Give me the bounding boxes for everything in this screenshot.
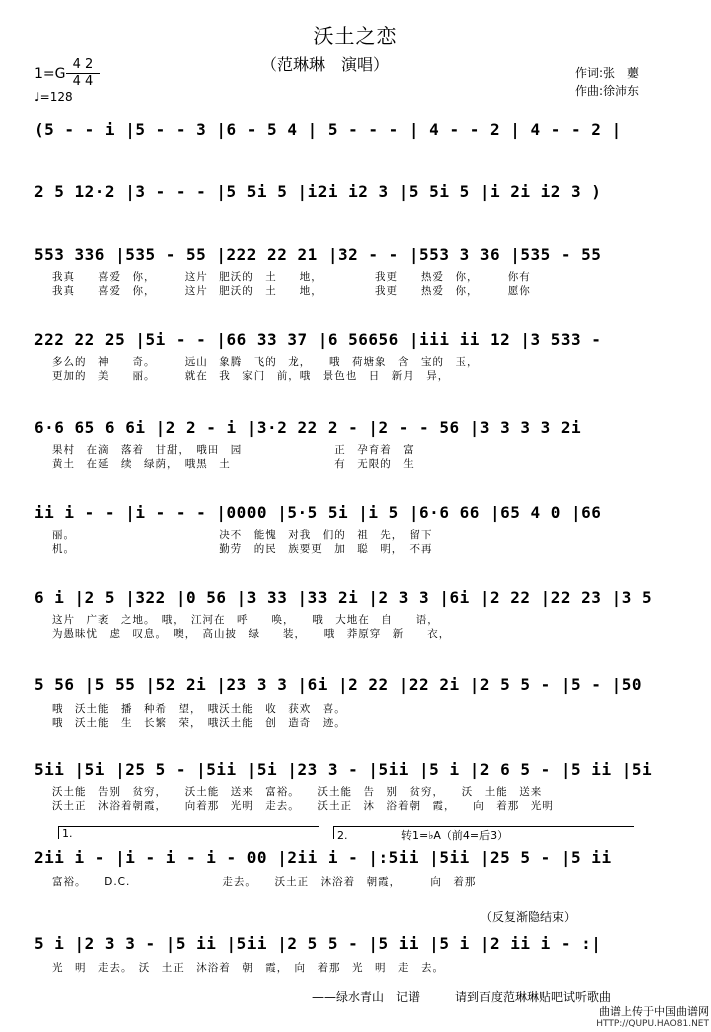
lyricist-credit: 作词:张 蘡 xyxy=(575,66,640,80)
listen-note: 请到百度范琳琳贴吧试听歌曲 xyxy=(455,990,612,1004)
time-signature-bottom: 4 4 xyxy=(72,74,94,89)
notation-line: 6·6 65 6 6i |2 2 - i |3·2 22 2 - |2 - - 56 |3 3 3 3 2i xyxy=(34,418,582,437)
notation-line: 553 336 |535 - 55 |222 22 21 |32 - - |553 3 36 |535 - 55 xyxy=(34,245,602,264)
score-row-9 xyxy=(34,760,670,820)
modulation-note: 转1=♭A（前4=后3） xyxy=(401,829,509,842)
score-row-10 xyxy=(34,848,670,892)
lyric-verse-2: 我真 喜爱 你， 这片 肥沃的 土 地， 我更 热爱 你， 愿你 xyxy=(52,285,531,297)
score-row-1 xyxy=(34,120,670,146)
lyric-verse-1: 多么的 神 奇。 远山 象腾 飞的 龙， 哦 荷塘象 含 宝的 玉， xyxy=(52,356,479,368)
lyric-verse-2: 为愚昧忧 虑 叹息。 噢， 高山披 绿 装， 哦 莽原穿 新 衣， xyxy=(52,628,451,640)
site-watermark xyxy=(596,1006,709,1030)
tempo-marking xyxy=(34,90,73,104)
fade-ending-note: （反复渐隐结束） xyxy=(480,910,577,924)
notation-line: 5 56 |5 55 |52 2i |23 3 3 |6i |2 22 |22 2i |2 5 5 - |5 - |50 xyxy=(34,675,642,694)
watermark-line-2: HTTP://QUPU.HAO81.NET xyxy=(596,1019,709,1029)
lyric-verse-2: 沃土正 沐浴着朝霞， 向着那 光明 走去。 沃土正 沐 浴着朝 霞， 向 着那 光明 xyxy=(52,800,554,812)
score-row-2 xyxy=(34,182,670,208)
watermark-line-1: 曲谱上传于中国曲谱网 xyxy=(599,1005,709,1018)
first-ending-label: 1. xyxy=(62,827,73,840)
lyric-verse-1: 沃土能 告别 贫穷， 沃土能 送来 富裕。 沃土能 告 别 贫穷， 沃 土能 送来 xyxy=(52,786,543,798)
score-row-8 xyxy=(34,675,670,735)
lyric-verse-2: 哦 沃土能 生 长繁 荣， 哦沃土能 创 造奇 迹。 xyxy=(52,717,346,729)
time-signature-top: 4 2 xyxy=(72,57,94,72)
tempo-value: =128 xyxy=(39,90,73,104)
notation-line: 6 i |2 5 |322 |0 56 |3 33 |33 2i |2 3 3 |6i |2 22 |22 23 |3 5 xyxy=(34,588,653,607)
lyric-verse-1: 富裕。 D.C. 走去。 沃土正 沐浴着 朝霞， 向 着那 xyxy=(52,876,477,888)
lyric-verse-1: 光 明 走去。 沃 土正 沐浴着 朝 霞， 向 着那 光 明 走 去。 xyxy=(52,962,444,974)
key-signature: 1=G xyxy=(34,66,66,82)
score-row-6 xyxy=(34,503,670,563)
song-title: 沃土之恋 xyxy=(313,24,398,48)
score-row-5 xyxy=(34,418,670,478)
quarter-note-icon: ♩ xyxy=(34,90,40,104)
notation-line: 5ii |5i |25 5 - |5ii |5i |23 3 - |5ii |5 i |2 6 5 - |5 ii |5i xyxy=(34,760,653,779)
notation-line: 222 22 25 |5i - - |66 33 37 |6 56656 |iii ii 12 |3 533 - xyxy=(34,330,602,349)
notation-line: 2 5 12·2 |3 - - - |5 5i 5 |i2i i2 3 |5 5i 5 |i 2i i2 3 ) xyxy=(34,182,602,201)
lyric-verse-1: 我真 喜爱 你， 这片 肥沃的 土 地， 我更 热爱 你， 你有 xyxy=(52,271,531,283)
second-ending-label: 2. xyxy=(337,829,348,842)
recorder-credit: ——绿水青山 记谱 xyxy=(312,990,421,1004)
notation-line: 5 i |2 3 3 - |5 ii |5ii |2 5 5 - |5 ii |5 i |2 ii i - :| xyxy=(34,934,602,953)
second-ending-bracket xyxy=(333,826,634,842)
lyric-verse-2: 更加的 美 丽。 就在 我 家门 前，哦 景色也 日 新月 异， xyxy=(52,370,450,382)
lyric-verse-1: 哦 沃土能 播 种希 望， 哦沃土能 收 获欢 喜。 xyxy=(52,703,346,715)
first-ending-bracket xyxy=(58,826,319,839)
score-row-7 xyxy=(34,588,670,648)
notation-line: ii i - - |i - - - |0000 |5·5 5i |i 5 |6·6 66 |65 4 0 |66 xyxy=(34,503,602,522)
score-row-11 xyxy=(34,934,670,978)
lyric-verse-2: 机。 勤劳 的民 族要更 加 聪 明， 不再 xyxy=(52,543,433,555)
time-signature xyxy=(66,58,100,89)
score-row-3 xyxy=(34,245,670,305)
notation-line: (5 - - i |5 - - 3 |6 - 5 4 | 5 - - - | 4 - - 2 | 4 - - 2 | xyxy=(34,120,622,139)
score-row-4 xyxy=(34,330,670,390)
composer-credit: 作曲:徐沛东 xyxy=(575,84,640,98)
notation-line: 2ii i - |i - i - i - 00 |2ii i - |:5ii |5ii |25 5 - |5 ii xyxy=(34,848,612,867)
lyric-verse-1: 丽。 决不 能愧 对我 们的 祖 先， 留下 xyxy=(52,529,433,541)
song-subtitle: （范琳琳 演唱） xyxy=(260,55,389,74)
lyric-verse-2: 黄土 在延 续 绿荫， 哦黑 土 有 无限的 生 xyxy=(52,458,415,470)
lyric-verse-1: 这片 广袤 之地。 哦， 江河在 呼 唤， 哦 大地在 自 语， xyxy=(52,614,439,626)
lyric-verse-1: 果村 在滴 落着 甘甜， 哦田 园 正 孕育着 富 xyxy=(52,444,415,456)
